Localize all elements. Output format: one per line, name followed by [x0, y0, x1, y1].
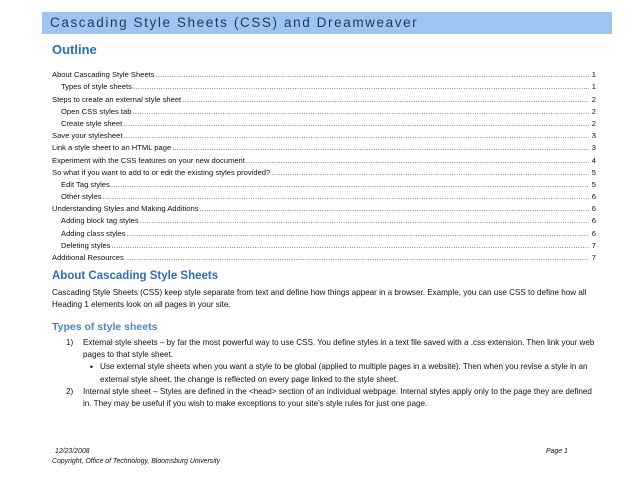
toc-leader-dots — [156, 69, 589, 81]
list-item — [66, 337, 596, 361]
toc-entry-label: Adding block tag styles — [61, 216, 139, 226]
toc-entry[interactable] — [52, 240, 596, 252]
types-heading: Types of style sheets — [52, 321, 158, 333]
list-number: 1) — [66, 338, 74, 347]
toc-entry-page: 5 — [591, 179, 596, 189]
list-number: 2) — [66, 386, 74, 396]
footer-page-number: Page 1 — [546, 448, 568, 455]
toc-entry-label: Create style sheet — [61, 118, 123, 128]
toc-leader-dots — [133, 106, 590, 118]
toc-entry-label: Steps to create an external style sheet — [52, 94, 182, 104]
toc-leader-dots — [124, 130, 590, 142]
toc-leader-dots — [127, 228, 589, 240]
toc-entry-label: So what if you want to add to or edit the existing styles provided? — [52, 167, 271, 177]
toc-entry-page: 2 — [591, 94, 596, 104]
toc-entry-page: 2 — [591, 106, 596, 116]
toc-entry-page: 6 — [591, 192, 596, 202]
toc-entry-page: 4 — [591, 155, 596, 165]
table-of-contents — [52, 69, 596, 264]
footer-copyright: Copyright, Office of Technology, Bloomsburg University — [52, 458, 221, 465]
toc-leader-dots — [103, 191, 589, 203]
toc-entry-label: Adding class styles — [61, 228, 126, 238]
toc-entry[interactable] — [52, 215, 596, 227]
toc-leader-dots — [271, 167, 589, 179]
toc-entry[interactable] — [52, 93, 596, 105]
toc-leader-dots — [246, 155, 589, 167]
list-item — [66, 386, 596, 410]
toc-entry-label: Deleting styles — [61, 240, 111, 250]
toc-entry[interactable] — [52, 179, 596, 191]
toc-leader-dots — [123, 118, 589, 130]
about-heading: About Cascading Style Sheets — [52, 270, 219, 282]
document-title: Cascading Style Sheets (CSS) and Dreamweaver — [50, 15, 419, 30]
about-paragraph: Cascading Style Sheets (CSS) keep style separate from text and define how things appear in a browser. Example, you can use CSS to define how all Heading 1 elements look on all pages in your site. — [52, 288, 587, 310]
toc-leader-dots — [133, 81, 589, 93]
toc-entry-label: Other styles — [61, 192, 102, 202]
list-item-text: External style sheets – by far the most powerful way to use CSS. You define styles in a text file saved with a .css extension. Then link your web pages to that style sheet. — [83, 338, 595, 360]
list-item-text: Internal style sheet – Styles are defined in the <head> section of an individual webpage. Internal styles apply only to the page they are defined in. They may be useful if you wish to make exceptions to your site's style rules for just one page. — [83, 386, 592, 409]
toc-entry-label: About Cascading Style Sheets — [52, 70, 155, 80]
toc-entry-page: 5 — [591, 167, 596, 177]
toc-entry[interactable] — [52, 227, 596, 239]
outline-heading: Outline — [52, 42, 97, 57]
toc-leader-dots — [140, 215, 589, 227]
toc-leader-dots — [111, 179, 589, 191]
toc-entry[interactable] — [52, 203, 596, 215]
toc-entry[interactable] — [52, 154, 596, 166]
toc-entry-page: 7 — [591, 240, 596, 250]
toc-entry-page: 3 — [591, 131, 596, 141]
toc-entry-page: 7 — [591, 253, 596, 262]
toc-entry[interactable] — [52, 191, 596, 203]
toc-entry-label: Additional Resources — [52, 253, 124, 262]
bullet-text: Use external style sheets when you want a style to be global (applied to multiple pages in a website). Then when you revise a style in an external style sheet, the change is reflected on every page linked to the style sheet. — [100, 362, 588, 384]
toc-entry-label: Understanding Styles and Making Additions — [52, 204, 199, 214]
toc-leader-dots — [182, 94, 589, 106]
toc-entry[interactable] — [52, 81, 596, 93]
toc-entry[interactable] — [52, 118, 596, 130]
toc-entry-label: Save your stylesheet — [52, 131, 123, 141]
toc-entry[interactable] — [52, 106, 596, 118]
title-banner — [42, 12, 612, 34]
toc-entry[interactable] — [52, 142, 596, 154]
toc-leader-dots — [199, 203, 589, 215]
toc-entry[interactable] — [52, 167, 596, 179]
toc-entry-page: 1 — [591, 82, 596, 92]
toc-leader-dots — [125, 252, 589, 264]
toc-entry-page: 6 — [591, 216, 596, 226]
toc-entry-label: Link a style sheet to an HTML page — [52, 143, 172, 153]
toc-entry-page: 3 — [591, 143, 596, 153]
toc-entry-label: Types of style sheets — [61, 82, 132, 92]
toc-entry-page: 6 — [591, 228, 596, 238]
toc-leader-dots — [172, 142, 589, 154]
bullet-icon: • — [89, 362, 94, 373]
toc-entry-page: 6 — [591, 204, 596, 214]
toc-entry[interactable] — [52, 69, 596, 81]
toc-leader-dots — [111, 240, 589, 252]
toc-entry-label: Open CSS styles tab — [61, 106, 132, 116]
bullet-item — [83, 361, 596, 385]
types-list — [66, 337, 596, 410]
toc-entry-page: 2 — [591, 118, 596, 128]
footer-date: 12/23/2008 — [55, 448, 90, 455]
toc-entry[interactable] — [52, 130, 596, 142]
toc-entry-label: Edit Tag styles — [61, 179, 110, 189]
toc-entry[interactable] — [52, 252, 596, 264]
toc-entry-label: Experiment with the CSS features on your new document — [52, 155, 245, 165]
toc-entry-page: 1 — [591, 70, 596, 80]
